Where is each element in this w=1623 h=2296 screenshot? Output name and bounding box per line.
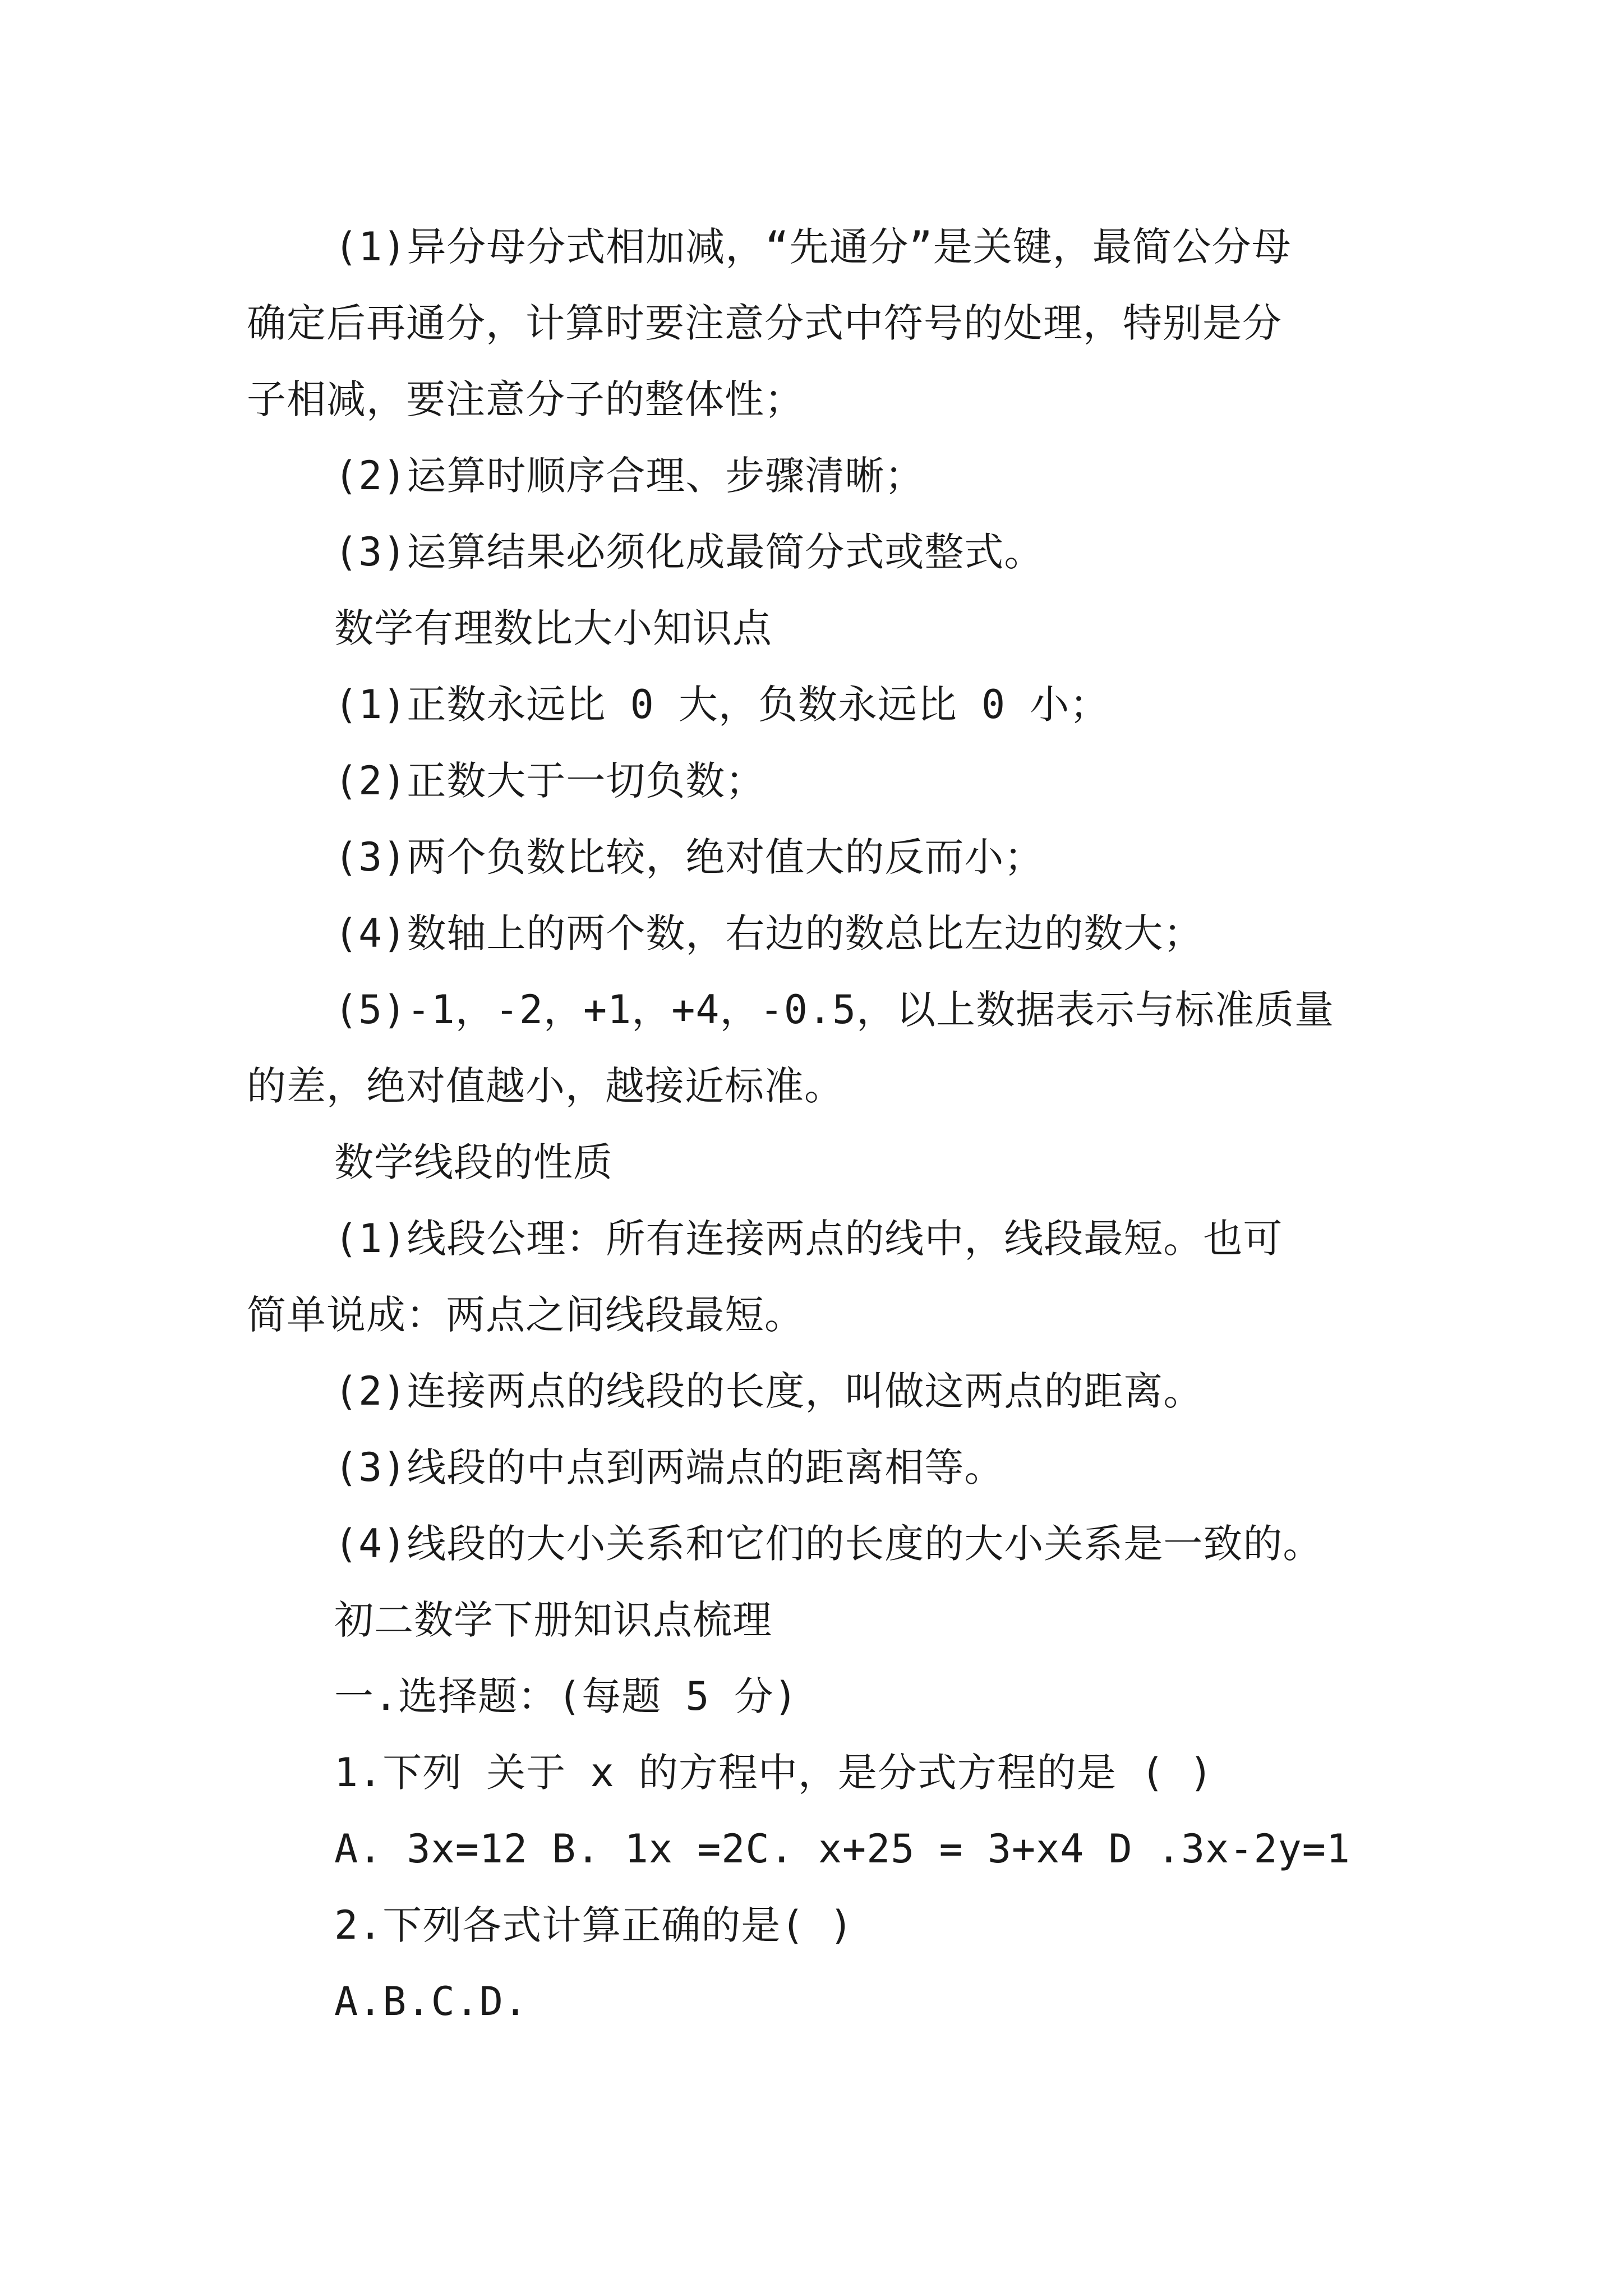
text-line: (4)线段的大小关系和它们的长度的大小关系是一致的。 xyxy=(334,1521,1323,1567)
question-section-heading: 一.选择题：(每题 5 分) xyxy=(334,1673,798,1719)
text-line: (1)线段公理：所有连接两点的线中，线段最短。也可 xyxy=(334,1216,1283,1262)
text-line: 的差，绝对值越小，越接近标准。 xyxy=(247,1063,844,1109)
text-line: 简单说成：两点之间线段最短。 xyxy=(247,1292,804,1338)
text-line: (2)连接两点的线段的长度，叫做这两点的距离。 xyxy=(334,1368,1204,1414)
question-1-options: A. 3x=12 B. 1x =2C. x+25 = 3+x4 D .3x-2y=1 xyxy=(334,1826,1351,1872)
text-line: (4)数轴上的两个数，右边的数总比左边的数大； xyxy=(334,910,1204,956)
section-heading: 初二数学下册知识点梳理 xyxy=(334,1597,772,1643)
section-heading: 数学有理数比大小知识点 xyxy=(334,605,772,651)
question-2-options: A.B.C.D. xyxy=(334,1978,528,2024)
document-body xyxy=(247,209,1396,2040)
text-line: (1)正数永远比 0 大，负数永远比 0 小； xyxy=(334,682,1110,728)
text-line: 确定后再通分，计算时要注意分式中符号的处理，特别是分 xyxy=(247,300,1282,346)
text-line: (3)运算结果必须化成最简分式或整式。 xyxy=(334,529,1044,575)
text-line: (2)运算时顺序合理、步骤清晰； xyxy=(334,453,925,499)
text-line: 子相减，要注意分子的整体性； xyxy=(247,376,804,422)
text-line: (3)线段的中点到两端点的距离相等。 xyxy=(334,1444,1004,1490)
question-1: 1.下列 关于 x 的方程中，是分式方程的是 ( ) xyxy=(334,1750,1214,1796)
section-heading: 数学线段的性质 xyxy=(334,1139,613,1185)
text-line: (5)-1，-2，+1，+4，-0.5，以上数据表示与标准质量 xyxy=(334,987,1335,1033)
text-line: (3)两个负数比较，绝对值大的反而小； xyxy=(334,834,1044,880)
text-line: (2)正数大于一切负数； xyxy=(334,758,766,804)
question-2: 2.下列各式计算正确的是( ) xyxy=(334,1902,854,1948)
text-line: (1)异分母分式相加减，“先通分”是关键，最简公分母 xyxy=(334,224,1292,270)
